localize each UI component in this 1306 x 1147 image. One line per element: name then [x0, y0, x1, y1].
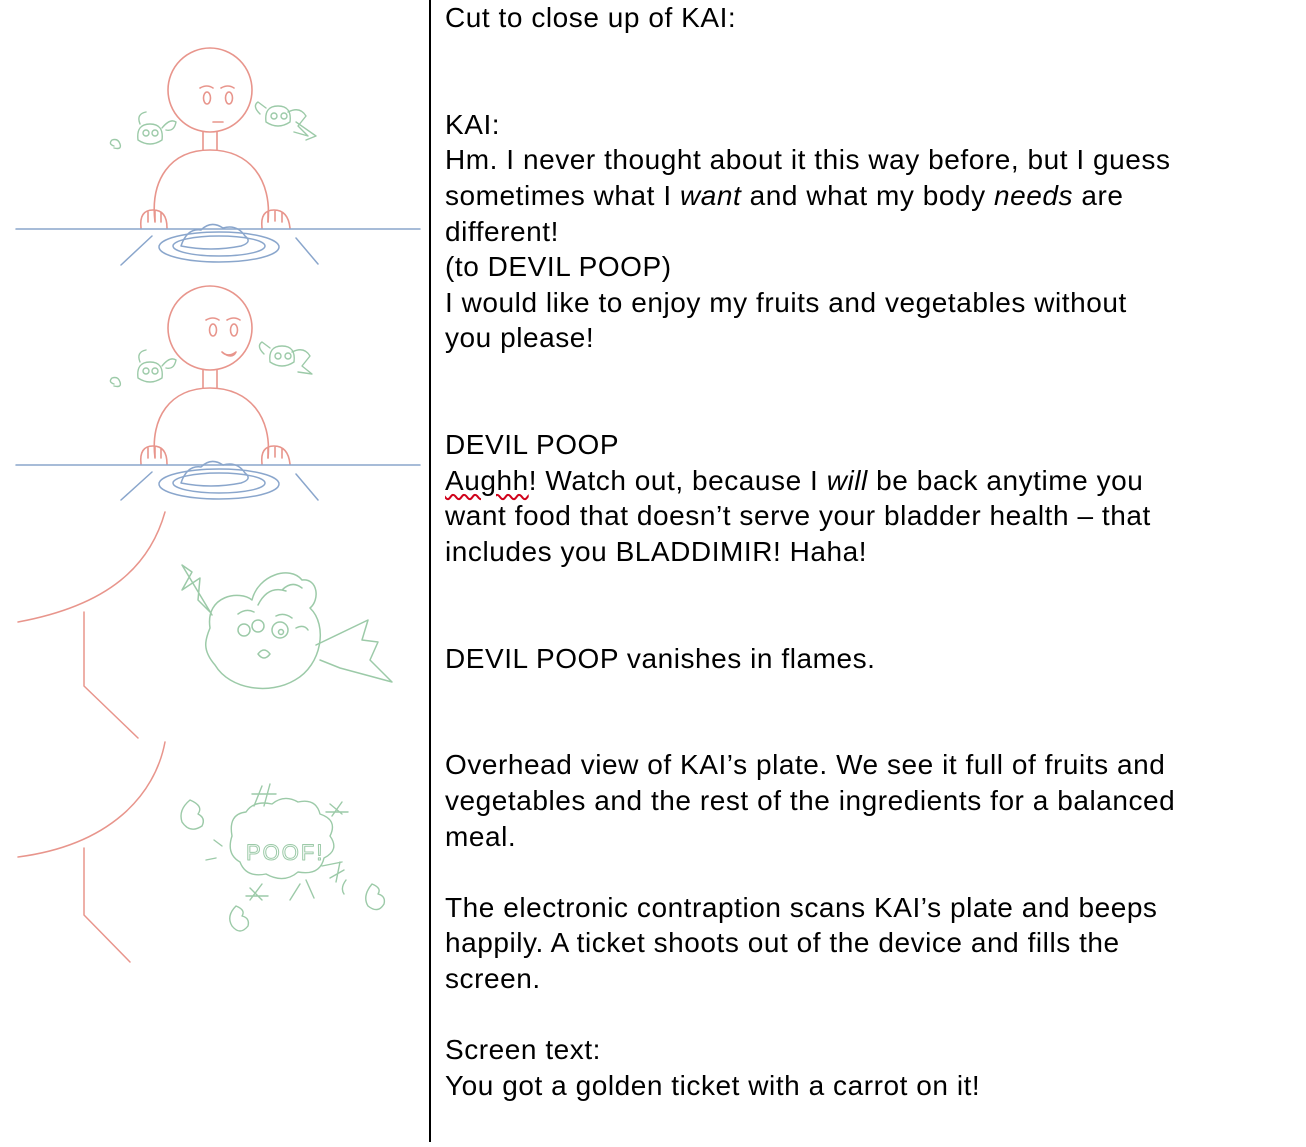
kai-dialogue-line-5: you please! [445, 322, 595, 354]
action-overhead-line-2: vegetables and the rest of the ingredients for a balanced [445, 785, 1176, 817]
devil-dialogue-line-3: includes you BLADDIMIR! Haha! [445, 535, 868, 567]
panel-3-devil-poop [18, 512, 392, 738]
action-vanish: DEVIL POOP vanishes in flames. [445, 642, 876, 674]
devil-dialogue-line-2: want food that doesn’t serve your bladder health – that [445, 500, 1151, 532]
kai-dialogue-line-4: I would like to enjoy my fruits and vegetables without [445, 286, 1127, 318]
script-column [445, 0, 1303, 1103]
action-overhead-line-3: meal. [445, 820, 517, 852]
panel-4-poof [18, 742, 384, 962]
parenthetical: (to DEVIL POOP) [445, 251, 672, 283]
kai-dialogue-line-2: sometimes what I want and what my body needs are [445, 179, 1124, 211]
scene-direction: Cut to close up of KAI: [445, 2, 737, 33]
action-overhead-line-1: Overhead view of KAI’s plate. We see it full of fruits and [445, 749, 1166, 781]
kai-dialogue-line-1: Hm. I never thought about it this way before, but I guess [445, 144, 1171, 176]
kai-character-name: KAI: [445, 108, 501, 140]
panel-2-kai-smiling [16, 286, 420, 500]
devil-dialogue-line-1: Aughh! Watch out, because I will be back anytime you [445, 464, 1144, 496]
column-divider [429, 0, 431, 1142]
script-line-1 [445, 0, 1303, 36]
action-scan-line-2: happily. A ticket shoots out of the device and fills the [445, 927, 1120, 959]
panel-1-kai-at-table [16, 48, 420, 265]
devil-poop-character-name: DEVIL POOP [445, 429, 620, 461]
spellcheck-underlined-word[interactable]: Aughh [445, 464, 529, 496]
screen-text-label: Screen text: [445, 1034, 602, 1066]
action-scan-line-1: The electronic contraption scans KAI’s plate and beeps [445, 891, 1158, 923]
action-scan-line-3: screen. [445, 963, 541, 995]
poof-sketch-text: POOF! [246, 840, 325, 865]
screen-text-content: You got a golden ticket with a carrot on it! [445, 1069, 981, 1101]
storyboard-panels [0, 0, 429, 1142]
kai-dialogue-line-3: different! [445, 215, 559, 247]
